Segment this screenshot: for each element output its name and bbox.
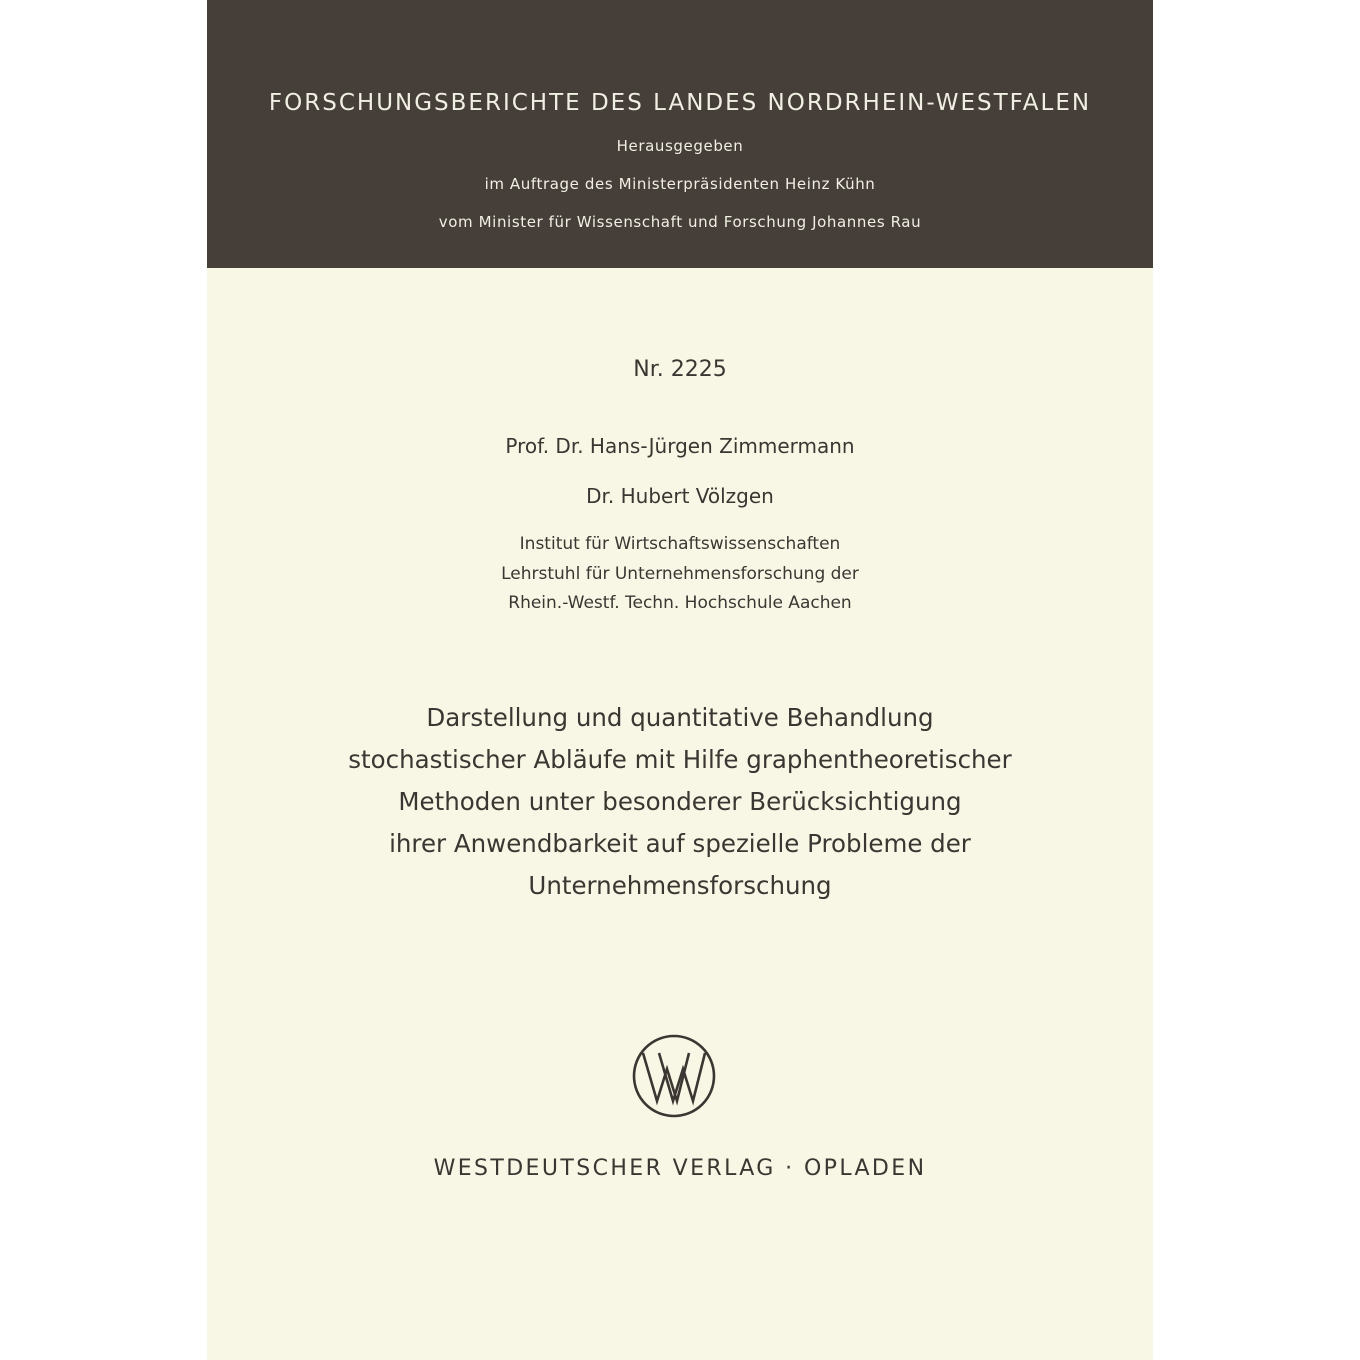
institute-affiliation bbox=[207, 530, 1153, 619]
series-title: FORSCHUNGSBERICHTE DES LANDES NORDRHEIN-WESTFALEN bbox=[268, 90, 1092, 116]
author-secondary: Dr. Hubert Völzgen bbox=[586, 484, 774, 508]
publisher-name: WESTDEUTSCHER VERLAG · OPLADEN bbox=[433, 1156, 927, 1181]
book-title-line: Unternehmensforschung bbox=[528, 871, 832, 900]
series-header-band bbox=[207, 0, 1153, 268]
author-primary: Prof. Dr. Hans-Jürgen Zimmermann bbox=[505, 434, 855, 458]
book-title-line: stochastischer Abläufe mit Hilfe graphentheoretischer bbox=[348, 745, 1012, 774]
editor-line-published: Herausgegeben bbox=[616, 137, 744, 155]
editor-line-commission: im Auftrage des Ministerpräsidenten Heinz Kühn bbox=[484, 175, 876, 193]
institute-line: Institut für Wirtschaftswissenschaften bbox=[519, 534, 841, 554]
publisher-logo-icon bbox=[631, 1033, 717, 1119]
book-cover bbox=[207, 0, 1153, 1360]
book-title-line: Darstellung und quantitative Behandlung bbox=[426, 703, 934, 732]
book-title-line: Methoden unter besonderer Berücksichtigung bbox=[398, 787, 962, 816]
institute-line: Rhein.-Westf. Techn. Hochschule Aachen bbox=[508, 593, 852, 613]
institute-line: Lehrstuhl für Unternehmensforschung der bbox=[501, 563, 859, 584]
book-title bbox=[207, 697, 1153, 907]
report-number: Nr. 2225 bbox=[633, 357, 727, 382]
book-title-line: ihrer Anwendbarkeit auf spezielle Probleme der bbox=[389, 829, 971, 858]
editor-line-minister: vom Minister für Wissenschaft und Forschung Johannes Rau bbox=[438, 213, 922, 231]
